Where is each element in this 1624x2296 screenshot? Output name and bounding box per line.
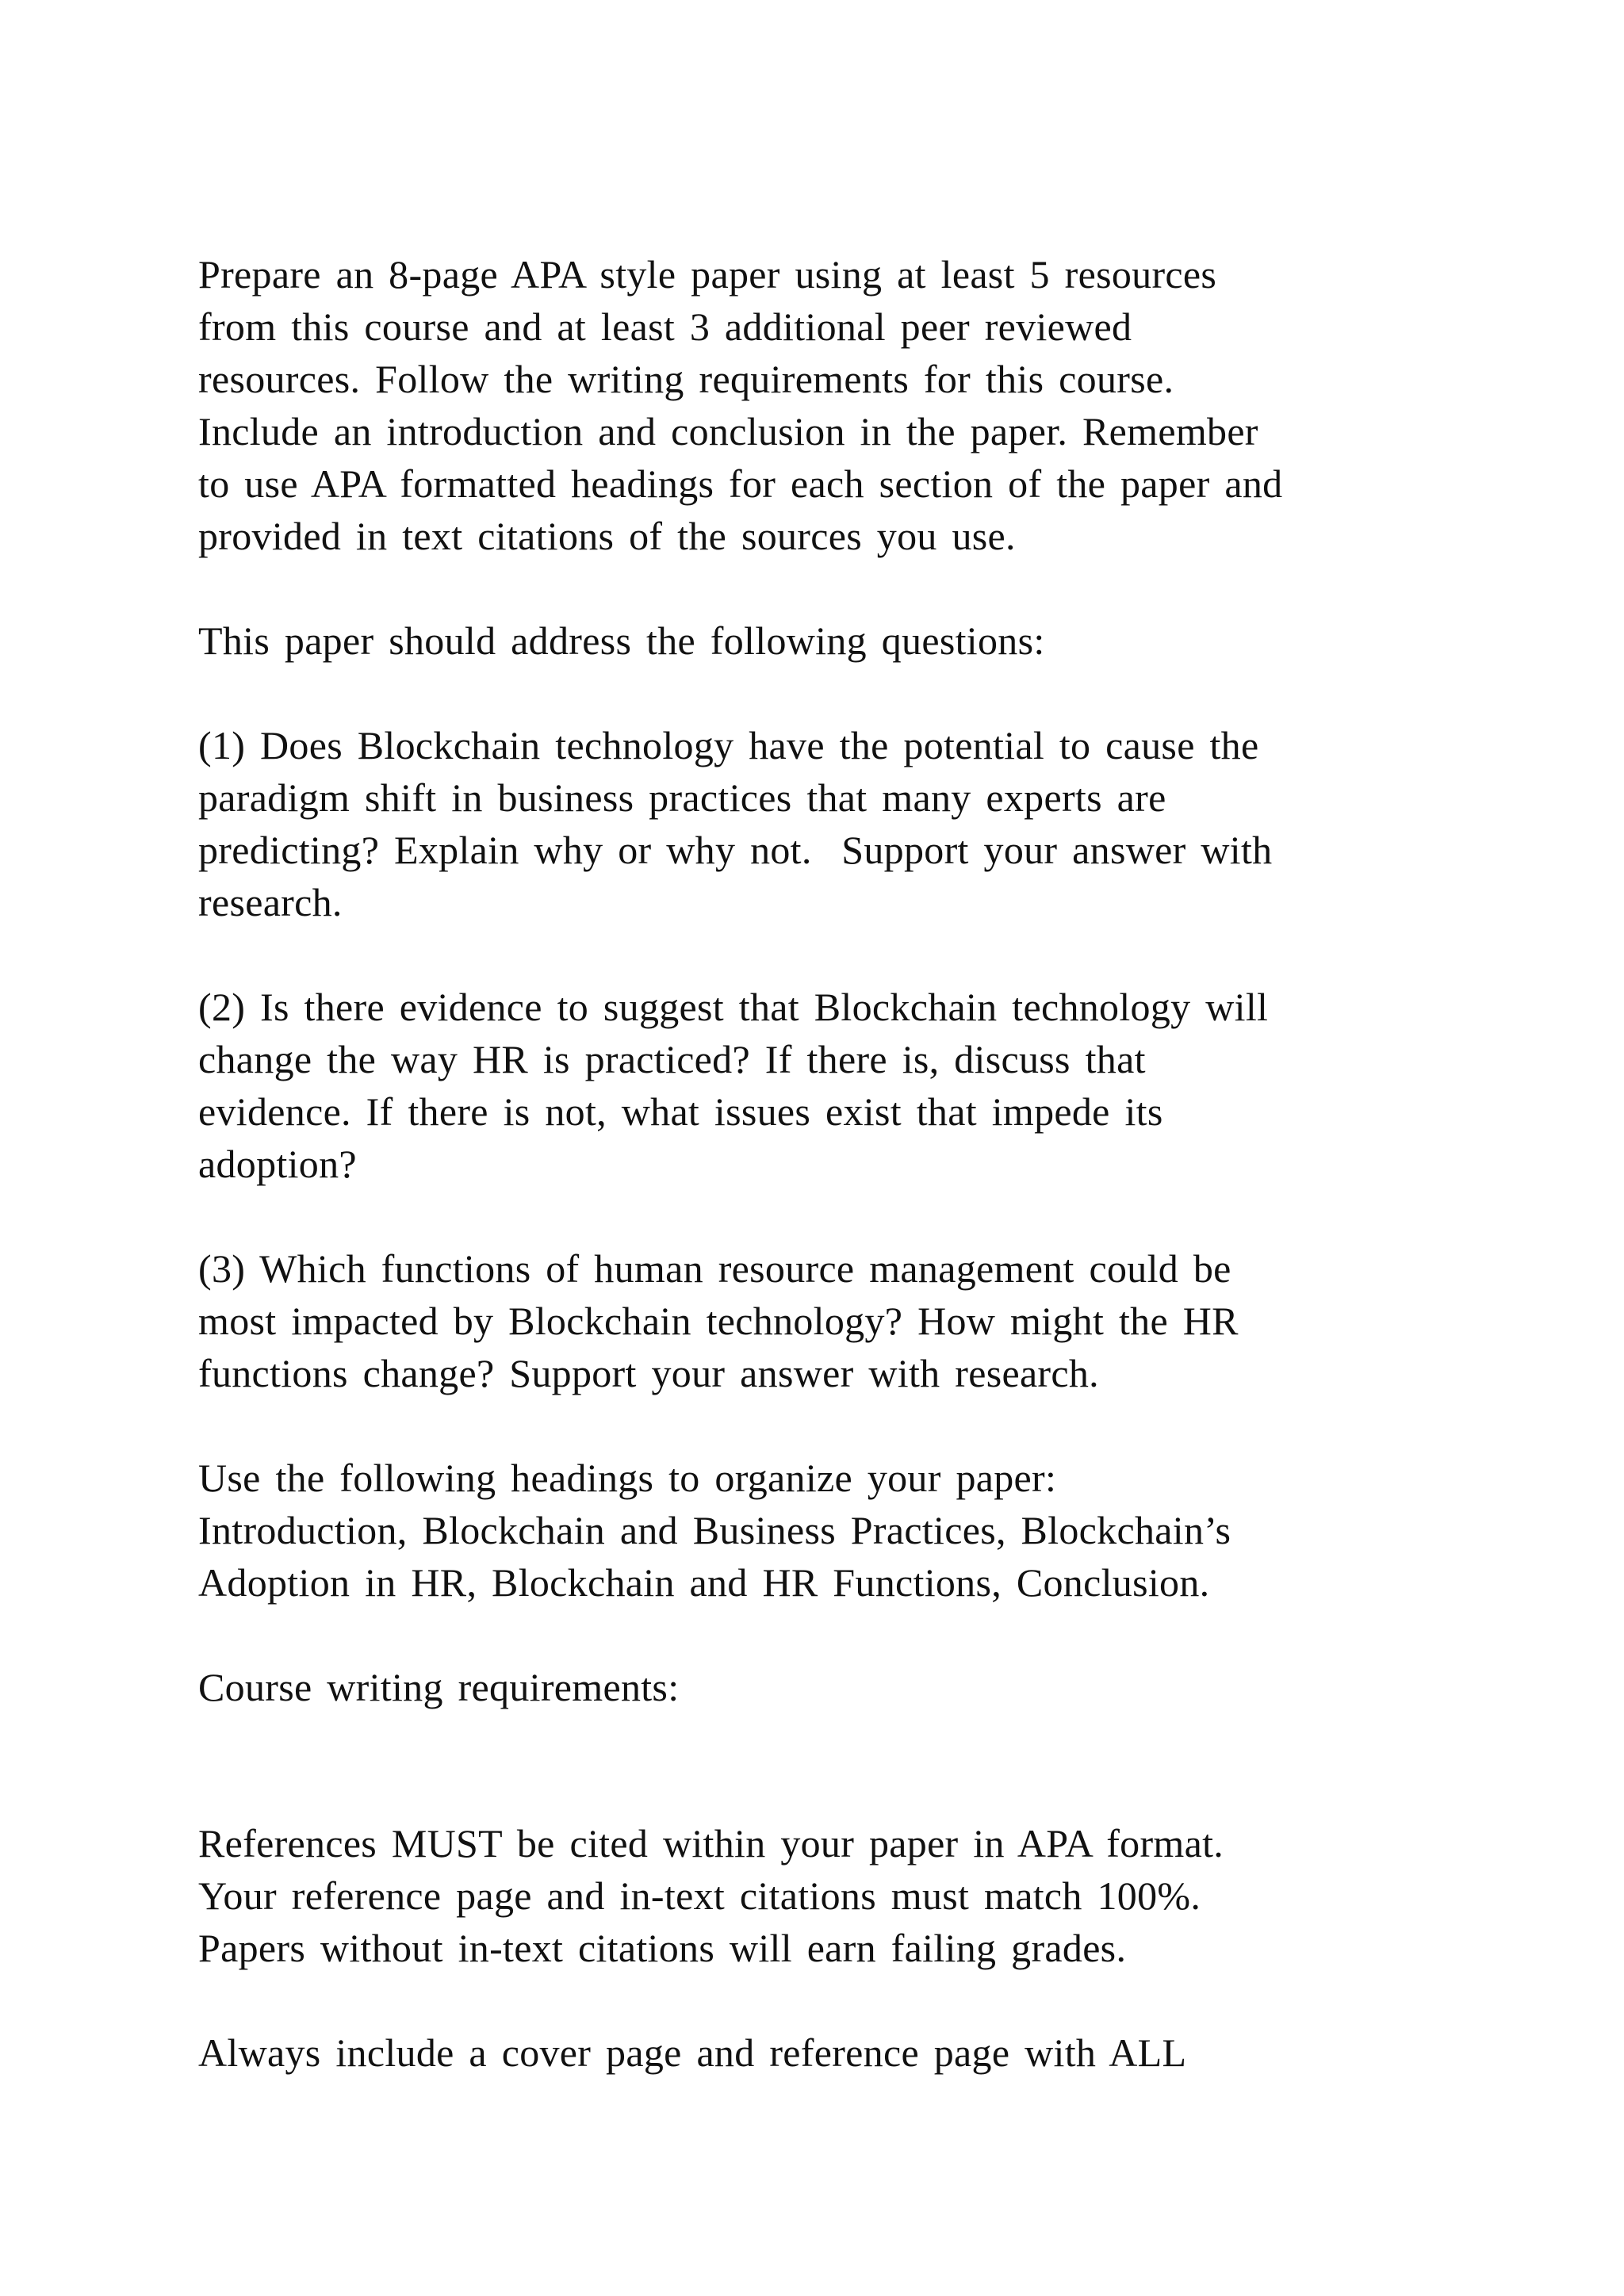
course-requirements-label: Course writing requirements:: [198, 1665, 680, 1709]
intro-line: resources. Follow the writing requirements for this course.: [198, 357, 1174, 401]
intro-line: from this course and at least 3 additional peer reviewed: [198, 304, 1132, 349]
question-2-line: evidence. If there is not, what issues exist that impede its: [198, 1089, 1163, 1134]
questions-intro: This paper should address the following questions:: [198, 618, 1045, 663]
question-1-line: research.: [198, 880, 343, 924]
question-1-line: predicting? Explain why or why not. Support your answer with: [198, 828, 1273, 872]
references-line: Your reference page and in-text citations must match 100%.: [198, 1873, 1201, 1918]
intro-line: Prepare an 8-page APA style paper using at least 5 resources: [198, 252, 1217, 297]
intro-line: to use APA formatted headings for each section of the paper and: [198, 461, 1283, 506]
headings-instruction-line: Use the following headings to organize your paper:: [198, 1456, 1057, 1500]
intro-line: provided in text citations of the sources you use.: [198, 514, 1016, 558]
question-3-line: most impacted by Blockchain technology? How might the HR: [198, 1299, 1239, 1343]
closing-line: Always include a cover page and reference page with ALL: [198, 2030, 1187, 2075]
question-1-line: paradigm shift in business practices that many experts are: [198, 775, 1166, 820]
question-3-line: functions change? Support your answer with research.: [198, 1351, 1099, 1395]
question-1-line: (1) Does Blockchain technology have the potential to cause the: [198, 723, 1259, 767]
question-2-line: (2) Is there evidence to suggest that Blockchain technology will: [198, 985, 1269, 1029]
headings-instruction-line: Introduction, Blockchain and Business Practices, Blockchain’s: [198, 1508, 1231, 1552]
references-line: References MUST be cited within your paper in APA format.: [198, 1821, 1224, 1866]
intro-line: Include an introduction and conclusion in the paper. Remember: [198, 409, 1258, 453]
question-2-line: change the way HR is practiced? If there is, discuss that: [198, 1037, 1146, 1081]
references-line: Papers without in-text citations will earn failing grades.: [198, 1926, 1127, 1970]
question-2-line: adoption?: [198, 1142, 357, 1186]
headings-instruction-line: Adoption in HR, Blockchain and HR Functions, Conclusion.: [198, 1560, 1210, 1605]
question-3-line: (3) Which functions of human resource management could be: [198, 1246, 1231, 1291]
